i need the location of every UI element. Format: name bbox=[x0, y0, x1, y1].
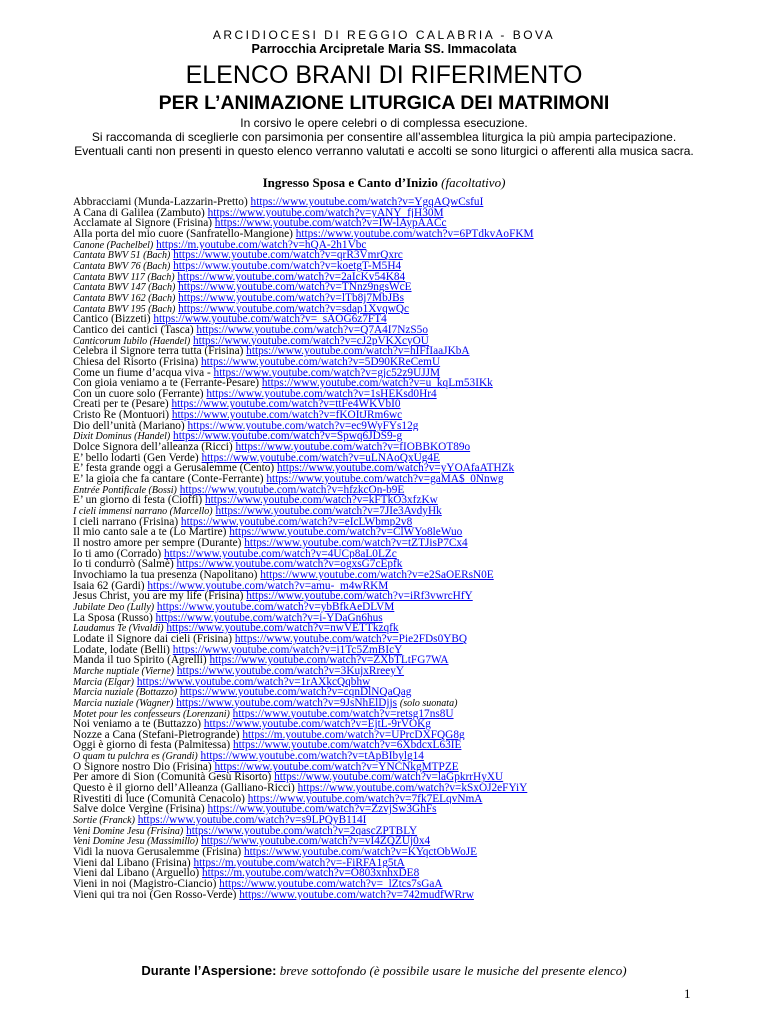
song-title: Canticorum Iubilo (Haendel) bbox=[73, 335, 191, 347]
song-list-item bbox=[73, 772, 713, 783]
song-title: A Cana di Galilea (Zambuto) bbox=[73, 207, 205, 219]
song-title: Invochiamo la tua presenza (Napolitano) bbox=[73, 569, 258, 581]
song-video-link[interactable]: https://www.youtube.com/watch?v=gaMA$_0Nnwg bbox=[266, 474, 504, 485]
song-video-link[interactable]: https://www.youtube.com/watch?v=EjtL-9rVOKg bbox=[203, 719, 431, 730]
song-list-item bbox=[73, 623, 713, 634]
song-title: E’ un giorno di festa (Cioffi) bbox=[73, 495, 203, 507]
section-label: Ingresso Sposa e Canto d’Inizio bbox=[262, 175, 438, 190]
song-video-link[interactable]: https://www.youtube.com/watch?v=ZzvjSw3GhFs bbox=[207, 804, 437, 816]
song-video-link[interactable]: https://www.youtube.com/watch?v=u_kqLm53IKk bbox=[261, 378, 493, 389]
song-note: (solo suonata) bbox=[399, 697, 458, 709]
song-title: Con un cuore solo (Ferrante) bbox=[73, 388, 204, 400]
song-video-link[interactable]: https://m.youtube.com/watch?v=O803xnhxDE8 bbox=[202, 868, 420, 879]
song-list-item bbox=[73, 517, 713, 528]
song-video-link[interactable]: https://www.youtube.com/watch?v=iRf3vwrcHfY bbox=[246, 591, 473, 602]
section-aside: (facoltativo) bbox=[441, 175, 506, 190]
song-title: Cantico (Bizzeti) bbox=[73, 314, 151, 325]
song-video-link[interactable]: https://www.youtube.com/watch?v=hfzkcOn-b9E bbox=[179, 484, 405, 496]
song-list-item bbox=[73, 698, 713, 709]
song-title: Cantata BWV 147 (Bach) bbox=[73, 282, 176, 293]
song-list-item bbox=[73, 666, 713, 677]
song-video-link[interactable]: https://www.youtube.com/watch?v=7fk7ELqvNmA bbox=[247, 793, 483, 805]
song-title: Noi veniamo a te (Buttazzo) bbox=[73, 719, 201, 730]
song-video-link[interactable]: https://www.youtube.com/watch?v=s9LPQyB114I bbox=[137, 815, 367, 826]
song-video-link[interactable]: https://www.youtube.com/watch?v=gjc52z9UJJM bbox=[213, 367, 441, 379]
song-video-link[interactable]: https://www.youtube.com/watch?v=6XbdcxL63IE bbox=[233, 740, 462, 752]
song-list-item bbox=[73, 357, 713, 368]
song-title: Cantata BWV 195 (Bach) bbox=[73, 303, 176, 315]
song-list-item bbox=[73, 559, 713, 570]
song-list-item bbox=[73, 836, 713, 847]
song-title: Sortie (Franck) bbox=[73, 815, 135, 826]
song-list-item bbox=[73, 346, 713, 357]
song-video-link[interactable]: https://www.youtube.com/watch?v=nwVETTkzqfk bbox=[166, 623, 399, 634]
song-title: Marche nuptiale (Vierne) bbox=[73, 665, 175, 677]
song-title: Dio dell’unità (Mariano) bbox=[73, 420, 185, 432]
song-video-link[interactable]: https://www.youtube.com/watch?v=ogxsG7cEpfk bbox=[176, 559, 403, 570]
song-video-link[interactable]: https://www.youtube.com/watch?v=Pie2FDs0YBQ bbox=[234, 633, 468, 645]
song-list-item bbox=[73, 282, 713, 293]
song-list-item bbox=[73, 474, 713, 485]
song-list-item bbox=[73, 506, 713, 517]
song-title: Cantico dei cantici (Tasca) bbox=[73, 324, 194, 336]
song-video-link[interactable]: https://m.youtube.com/watch?v=hQA-2h1Vbc bbox=[156, 239, 367, 251]
song-list-item bbox=[73, 847, 713, 858]
song-title: O Signore nostro Dio (Frisina) bbox=[73, 761, 212, 773]
song-video-link[interactable]: https://www.youtube.com/watch?v=1sHEKsd0Hr4 bbox=[206, 388, 437, 400]
song-title: La Sposa (Russo) bbox=[73, 612, 153, 624]
song-list-item bbox=[73, 197, 713, 208]
song-video-link[interactable]: https://www.youtube.com/watch?v=7JIe3AvdyHk bbox=[215, 506, 442, 517]
song-title: Laudamus Te (Vivaldi) bbox=[73, 623, 164, 634]
song-list-item bbox=[73, 634, 713, 645]
song-video-link[interactable]: https://www.youtube.com/watch?v=sdap1XvqwQc bbox=[178, 303, 410, 315]
song-title: Vidi la nuova Gerusalemme (Frisina) bbox=[73, 847, 242, 858]
song-title: Vieni dal Libano (Frisina) bbox=[73, 857, 191, 869]
song-list-item bbox=[73, 879, 713, 890]
song-video-link[interactable]: https://www.youtube.com/watch?v=eIcLWbmp2v8 bbox=[180, 516, 413, 528]
song-title: Dolce Signora dell’alleanza (Ricci) bbox=[73, 442, 233, 453]
song-list-item bbox=[73, 602, 713, 613]
song-title: Vieni in noi (Magistro-Ciancio) bbox=[73, 879, 217, 890]
song-list-item bbox=[73, 527, 713, 538]
song-title: Isaia 62 (Gardi) bbox=[73, 580, 145, 592]
song-title: Motet pour les confesseurs (Lorenzani) bbox=[73, 708, 230, 720]
song-list-item bbox=[73, 655, 713, 666]
song-list-item bbox=[73, 730, 713, 741]
song-list-item bbox=[73, 591, 713, 602]
song-video-link[interactable]: https://www.youtube.com/watch?v=_lZtcs7sGaA bbox=[219, 879, 443, 890]
song-video-link[interactable]: https://www.youtube.com/watch?v=uLNAoQxUg4E bbox=[201, 452, 440, 464]
song-title: O quam tu pulchra es (Grandi) bbox=[73, 751, 198, 762]
song-list-item bbox=[73, 538, 713, 549]
song-video-link[interactable]: https://www.youtube.com/watch?v=ec9WyFYs12g bbox=[187, 420, 419, 432]
section-aspersione-heading bbox=[0, 963, 768, 979]
song-video-link[interactable]: https://www.youtube.com/watch?v=3KujxRreeyY bbox=[176, 665, 405, 677]
page-number: 1 bbox=[684, 986, 691, 1001]
song-title: Cristo Re (Montuori) bbox=[73, 410, 170, 421]
song-video-link[interactable]: https://www.youtube.com/watch?v=9JsNhElDjjs bbox=[176, 697, 398, 709]
section-aside: breve sottofondo (è possibile usare le musiche del presente elenco) bbox=[279, 963, 627, 978]
song-title: I cieli narrano (Frisina) bbox=[73, 516, 179, 528]
song-list-item bbox=[73, 314, 713, 325]
song-title: Salve dolce Vergine (Frisina) bbox=[73, 804, 205, 816]
song-list-item bbox=[73, 645, 713, 656]
song-video-link[interactable]: https://www.youtube.com/watch?v=retsg17ns8U bbox=[232, 708, 454, 720]
song-video-link[interactable]: https://www.youtube.com/watch?v=2aIcKv54K84 bbox=[177, 271, 406, 283]
song-video-link[interactable]: https://www.youtube.com/watch?v=Q7A4I7NzS5o bbox=[196, 324, 428, 336]
song-video-link[interactable]: https://www.youtube.com/watch?v=TNnz9ngsWcE bbox=[178, 282, 412, 293]
song-title: Il mio canto sale a te (Lo Martire) bbox=[73, 527, 227, 538]
note-line: Eventuali canti non presenti in questo elenco verranno valutati e accolti se sono liturgici o afferenti alla musica sacra. bbox=[74, 144, 694, 159]
song-list-item bbox=[73, 240, 713, 251]
song-list-item bbox=[73, 804, 713, 815]
song-list-item bbox=[73, 229, 713, 240]
song-list-item bbox=[73, 751, 713, 762]
song-title: Vieni dal Libano (Arguello) bbox=[73, 868, 200, 879]
song-video-link[interactable]: https://www.youtube.com/watch?v=fIOBBKOT89o bbox=[235, 442, 471, 453]
song-video-link[interactable]: https://www.youtube.com/watch?v=ttFe4WKVbI0 bbox=[171, 399, 401, 411]
song-list-item bbox=[73, 325, 713, 336]
song-list-item bbox=[73, 410, 713, 421]
song-video-link[interactable]: https://www.youtube.com/watch?v=KYqctObWoJE bbox=[243, 847, 478, 858]
song-list bbox=[73, 197, 713, 900]
song-list-item bbox=[73, 250, 713, 261]
song-title: Cantata BWV 162 (Bach) bbox=[73, 292, 176, 304]
document-notes bbox=[0, 116, 768, 159]
song-video-link[interactable]: https://www.youtube.com/watch?v=qrR3VmrQxrc bbox=[173, 250, 403, 261]
song-list-item bbox=[73, 421, 713, 432]
song-title: Marcia nuziale (Wagner) bbox=[73, 697, 174, 709]
song-title: Rivestiti di luce (Comunità Cenacolo) bbox=[73, 793, 245, 805]
song-video-link[interactable]: https://m.youtube.com/watch?v=UPrcDXFQG8g bbox=[242, 729, 465, 741]
song-list-item bbox=[73, 453, 713, 464]
song-list-item bbox=[73, 709, 713, 720]
song-video-link[interactable]: https://www.youtube.com/watch?v=4UCp8aL0LZc bbox=[163, 548, 397, 560]
song-title: Vieni qui tra noi (Gen Rosso-Verde) bbox=[73, 889, 237, 901]
song-video-link[interactable]: https://www.youtube.com/watch?v=tApBIbylg14 bbox=[200, 751, 424, 762]
song-video-link[interactable]: https://www.youtube.com/watch?v=YNCNkgMTPZE bbox=[214, 761, 459, 773]
song-list-item bbox=[73, 868, 713, 879]
song-list-item bbox=[73, 570, 713, 581]
song-video-link[interactable]: https://www.youtube.com/watch?v=2qascZPTBLY bbox=[186, 825, 418, 837]
song-title: Come un fiume d’acqua viva - bbox=[73, 367, 211, 379]
song-video-link[interactable]: https://www.youtube.com/watch?v=_sAOG6z7FT4 bbox=[153, 314, 387, 325]
song-video-link[interactable]: https://www.youtube.com/watch?v=yANY_fjH30M bbox=[207, 207, 444, 219]
song-video-link[interactable]: https://www.youtube.com/watch?v=ZXbTLtFG7WA bbox=[209, 655, 449, 666]
song-video-link[interactable]: https://www.youtube.com/watch?v=fKOItJRm6wc bbox=[171, 410, 403, 421]
song-list-item bbox=[73, 378, 713, 389]
song-title: E’ bello lodarti (Gen Verde) bbox=[73, 452, 199, 464]
song-video-link[interactable]: https://www.youtube.com/watch?v=vI4ZQZUj0x4 bbox=[201, 836, 431, 848]
song-list-item bbox=[73, 613, 713, 624]
song-video-link[interactable]: https://www.youtube.com/watch?v=lTb8j7MbJBs bbox=[178, 292, 405, 304]
song-video-link[interactable]: https://www.youtube.com/watch?v=tZTJisP7Cx4 bbox=[244, 538, 468, 549]
song-video-link[interactable]: https://www.youtube.com/watch?v=742mudfWRrw bbox=[239, 889, 474, 901]
song-list-item bbox=[73, 261, 713, 272]
song-video-link[interactable]: https://www.youtube.com/watch?v=kFTkO3xfzKw bbox=[204, 495, 438, 507]
song-title: Dixit Dominus (Handel) bbox=[73, 431, 171, 443]
song-list-item bbox=[73, 794, 713, 805]
song-list-item bbox=[73, 272, 713, 283]
song-title: Manda il tuo Spirito (Agrelli) bbox=[73, 655, 207, 666]
song-title: Il nostro amore per sempre (Durante) bbox=[73, 538, 242, 549]
note-line: In corsivo le opere celebri o di complessa esecuzione. bbox=[240, 116, 528, 130]
song-video-link[interactable]: https://www.youtube.com/watch?v=6PTdkvAoFKM bbox=[295, 228, 534, 240]
song-title: Cantata BWV 117 (Bach) bbox=[73, 271, 175, 283]
parish-name: Parrocchia Arcipretale Maria SS. Immacolata bbox=[251, 42, 517, 56]
song-title: Per amore di Sion (Comunità Gesù Risorto) bbox=[73, 772, 272, 784]
song-list-item bbox=[73, 218, 713, 229]
song-video-link[interactable]: https://www.youtube.com/watch?v=cJ2pVKXcyOU bbox=[193, 335, 429, 347]
song-title: Con gioia veniamo a te (Ferrante-Pesare) bbox=[73, 378, 260, 389]
song-list-item bbox=[73, 293, 713, 304]
song-title: E’ festa grande oggi a Gerusalemme (Cento) bbox=[73, 463, 275, 475]
song-title: Alla porta del mio cuore (Sanfratello-Mangione) bbox=[73, 228, 293, 240]
song-title: Lodate, lodate (Belli) bbox=[73, 644, 170, 656]
song-title: Io ti condurrò (Salmè) bbox=[73, 559, 174, 570]
song-title: Jesus Christ, you are my life (Frisina) bbox=[73, 591, 244, 602]
document-title: ELENCO BRANI DI RIFERIMENTO bbox=[185, 61, 583, 89]
song-list-item bbox=[73, 463, 713, 474]
song-video-link[interactable]: https://www.youtube.com/watch?v=cqnDlNQaQag bbox=[179, 687, 412, 698]
song-list-item bbox=[73, 783, 713, 794]
song-title: Abbracciami (Munda-Lazzarin-Pretto) bbox=[73, 197, 248, 208]
song-list-item bbox=[73, 858, 713, 869]
song-list-item bbox=[73, 389, 713, 400]
song-video-link[interactable]: https://www.youtube.com/watch?v=i-YDaGn6hus bbox=[155, 612, 383, 624]
song-video-link[interactable]: https://www.youtube.com/watch?v=e2SaOERsN0E bbox=[260, 569, 494, 581]
song-video-link[interactable]: https://www.youtube.com/watch?v=5D90KReCemU bbox=[201, 356, 441, 368]
song-title: Veni Domine Jesu (Frisina) bbox=[73, 825, 184, 837]
song-list-item bbox=[73, 687, 713, 698]
song-list-item bbox=[73, 677, 713, 688]
song-title: Entrée Pontificale (Bossi) bbox=[73, 484, 177, 496]
song-list-item bbox=[73, 826, 713, 837]
song-title: Nozze a Cana (Stefani-Pietrogrande) bbox=[73, 729, 240, 741]
song-video-link[interactable]: https://www.youtube.com/watch?v=kSxOJ2eFYiY bbox=[297, 783, 528, 794]
section-label: Durante l’Aspersione: bbox=[141, 963, 277, 978]
song-list-item bbox=[73, 890, 713, 901]
song-video-link[interactable]: https://www.youtube.com/watch?v=1rAXkcQqbhw bbox=[136, 676, 371, 688]
song-title: Marcia nuziale (Bottazzo) bbox=[73, 687, 178, 698]
song-list-item bbox=[73, 208, 713, 219]
section-ingresso-heading bbox=[0, 175, 768, 191]
song-video-link[interactable]: https://m.youtube.com/watch?v=-FiRFA1g5tA bbox=[193, 857, 405, 869]
song-title: Creati per te (Pesare) bbox=[73, 399, 169, 411]
song-video-link[interactable]: https://www.youtube.com/watch?v=Spwq6JDS9-g bbox=[173, 431, 403, 443]
song-title: Acclamate al Signore (Frisina) bbox=[73, 218, 212, 229]
song-list-item bbox=[73, 304, 713, 315]
song-list-item bbox=[73, 495, 713, 506]
song-title: E’ la gioia che fa cantare (Conte-Ferrante) bbox=[73, 474, 264, 485]
song-video-link[interactable]: https://www.youtube.com/watch?v=yYOAfaATHZk bbox=[277, 463, 515, 475]
song-list-item bbox=[73, 762, 713, 773]
song-list-item bbox=[73, 581, 713, 592]
song-title: Marcia (Elgar) bbox=[73, 676, 135, 688]
song-video-link[interactable]: https://www.youtube.com/watch?v=ClWYo8leWuo bbox=[229, 527, 463, 538]
song-video-link[interactable]: https://www.youtube.com/watch?v=i1Tc5ZmBIcY bbox=[172, 644, 403, 656]
song-video-link[interactable]: https://www.youtube.com/watch?v=IW-lAypAACc bbox=[214, 218, 447, 229]
song-title: Oggi è giorno di festa (Palmitessa) bbox=[73, 740, 231, 752]
document-subtitle: PER L’ANIMAZIONE LITURGICA DEI MATRIMONI bbox=[158, 92, 610, 114]
song-list-item bbox=[73, 719, 713, 730]
song-list-item bbox=[73, 368, 713, 379]
note-line: Si raccomanda di sceglierle con parsimonia per consentire all’assemblea liturgica la più ampia partecipazione. bbox=[91, 130, 677, 145]
song-list-item bbox=[73, 549, 713, 560]
song-title: Celebra il Signore terra tutta (Frisina) bbox=[73, 346, 244, 357]
song-video-link[interactable]: https://www.youtube.com/watch?v=koetgT-M5H4 bbox=[173, 260, 402, 272]
song-title: Jubilate Deo (Lully) bbox=[73, 601, 155, 613]
song-title: Lodate il Signore dai cieli (Frisina) bbox=[73, 633, 233, 645]
song-list-item bbox=[73, 815, 713, 826]
song-list-item bbox=[73, 336, 713, 347]
song-title: Cantata BWV 51 (Bach) bbox=[73, 250, 171, 261]
song-list-item bbox=[73, 740, 713, 751]
song-list-item bbox=[73, 431, 713, 442]
song-video-link[interactable]: https://www.youtube.com/watch?v=amu-_m4wRKM bbox=[147, 580, 389, 592]
song-title: Questo è il giorno dell’Alleanza (Galliano-Ricci) bbox=[73, 783, 295, 794]
song-list-item bbox=[73, 485, 713, 496]
song-video-link[interactable]: https://www.youtube.com/watch?v=laGpkrrHyXU bbox=[274, 772, 504, 784]
song-list-item bbox=[73, 399, 713, 410]
song-title: Veni Domine Jesu (Massimillo) bbox=[73, 836, 199, 848]
song-title: Chiesa del Risorto (Frisina) bbox=[73, 356, 199, 368]
song-list-item bbox=[73, 442, 713, 453]
song-video-link[interactable]: https://www.youtube.com/watch?v=hIFfIaaJKbA bbox=[246, 346, 470, 357]
song-title: Io ti amo (Corrado) bbox=[73, 548, 162, 560]
song-video-link[interactable]: https://www.youtube.com/watch?v=YgqAQwCsfuI bbox=[250, 197, 484, 208]
song-title: Cantata BWV 76 (Bach) bbox=[73, 260, 171, 272]
song-title: Canone (Pachelbel) bbox=[73, 239, 154, 251]
song-video-link[interactable]: https://www.youtube.com/watch?v=ybBfkAeDLVM bbox=[156, 601, 395, 613]
diocese-name: ARCIDIOCESI DI REGGIO CALABRIA - BOVA bbox=[212, 28, 556, 42]
song-title: I cieli immensi narrano (Marcello) bbox=[73, 506, 213, 517]
